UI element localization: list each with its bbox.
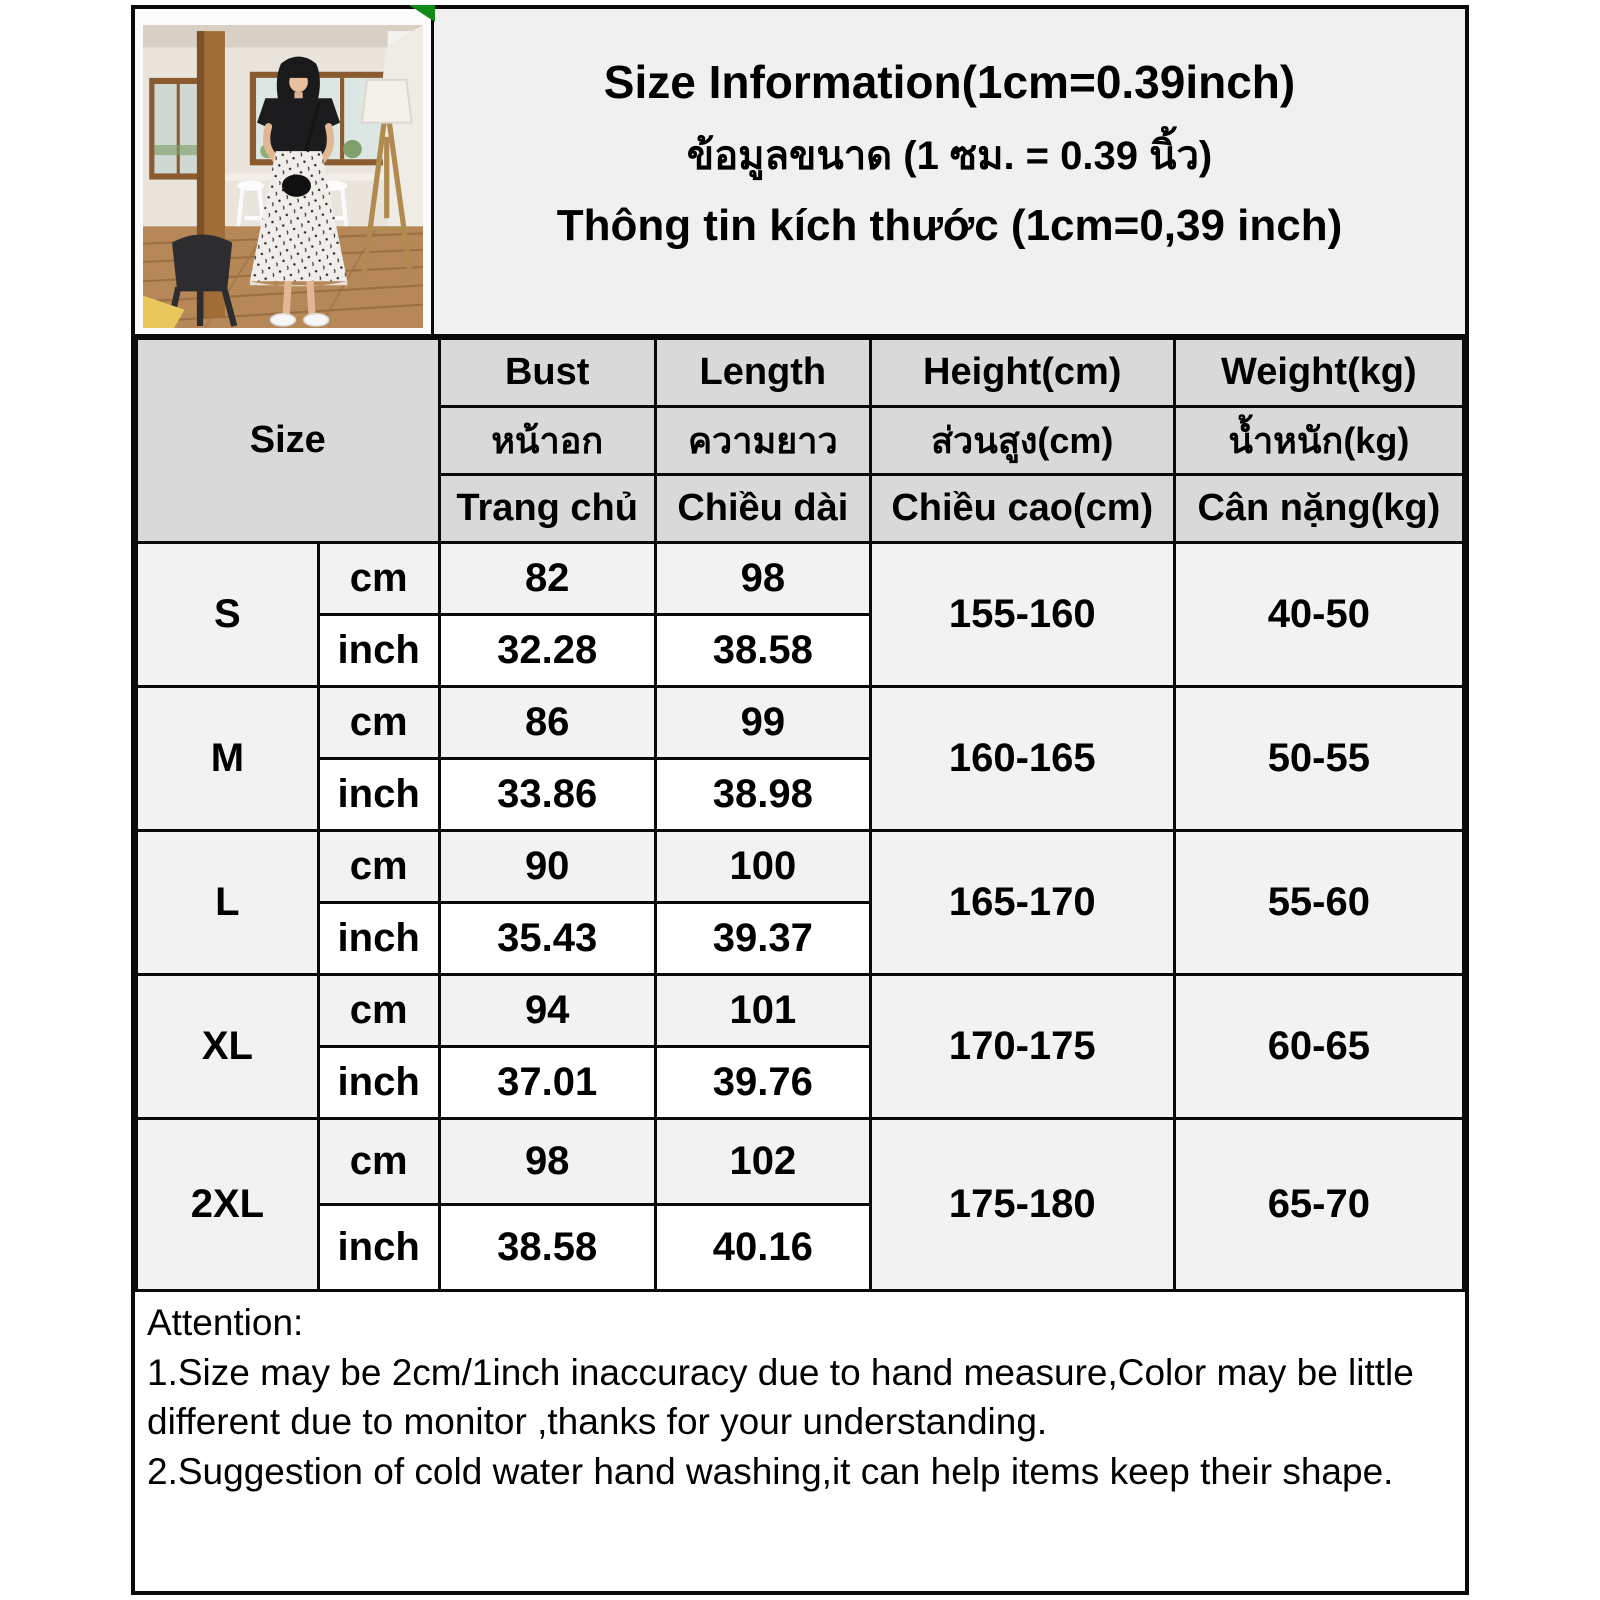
title-english: Size Information(1cm=0.39inch) [603,55,1296,108]
header-weight-en: Weight(kg) [1174,339,1463,407]
cell-m-weight: 50-55 [1174,687,1463,831]
unit-cm: cm [318,831,439,903]
cell-2xl-length-inch: 40.16 [655,1205,870,1291]
attention-notes [135,1292,1465,1496]
size-label-2xl: 2XL [137,1119,319,1291]
cell-m-bust-inch: 33.86 [439,759,655,831]
header-height-vi: Chiều cao(cm) [870,475,1174,543]
cell-2xl-height: 175-180 [870,1119,1174,1291]
cell-m-length-cm: 99 [655,687,870,759]
cell-s-weight: 40-50 [1174,543,1463,687]
cell-m-height: 160-165 [870,687,1174,831]
title-vietnamese: Thông tin kích thước (1cm=0,39 inch) [556,200,1343,250]
unit-cm: cm [318,687,439,759]
cell-s-bust-cm: 82 [439,543,655,615]
size-label-m: M [137,687,319,831]
cell-xl-length-cm: 101 [655,975,870,1047]
cell-xl-bust-cm: 94 [439,975,655,1047]
header-weight-th: น้ำหนัก(kg) [1174,407,1463,475]
cell-s-length-cm: 98 [655,543,870,615]
cell-l-height: 165-170 [870,831,1174,975]
cell-2xl-bust-cm: 98 [439,1119,655,1205]
cell-2xl-bust-inch: 38.58 [439,1205,655,1291]
header-length-en: Length [655,339,870,407]
cell-2xl-weight: 65-70 [1174,1119,1463,1291]
cell-s-bust-inch: 32.28 [439,615,655,687]
cell-l-length-inch: 39.37 [655,903,870,975]
size-chart-panel [131,5,1469,1595]
green-corner-ribbon [409,5,435,22]
attention-note-2: 2.Suggestion of cold water hand washing,it can help items keep their shape. [147,1450,1394,1492]
cell-2xl-length-cm: 102 [655,1119,870,1205]
header-height-th: ส่วนสูง(cm) [870,407,1174,475]
unit-inch: inch [318,759,439,831]
cell-m-length-inch: 38.98 [655,759,870,831]
cell-xl-weight: 60-65 [1174,975,1463,1119]
top-section [135,9,1465,337]
unit-cm: cm [318,975,439,1047]
header-bust-th: หน้าอก [439,407,655,475]
header-weight-vi: Cân nặng(kg) [1174,475,1463,543]
unit-inch: inch [318,1047,439,1119]
unit-cm: cm [318,543,439,615]
title-thai: ข้อมูลขนาด (1 ซม. = 0.39 นิ้ว) [686,133,1213,178]
cell-m-bust-cm: 86 [439,687,655,759]
size-label-xl: XL [137,975,319,1119]
cell-l-weight: 55-60 [1174,831,1463,975]
size-table [135,337,1465,1292]
cell-xl-height: 170-175 [870,975,1174,1119]
size-label-l: L [137,831,319,975]
header-length-vi: Chiều dài [655,475,870,543]
title-block [434,9,1465,334]
header-bust-vi: Trang chủ [439,475,655,543]
attention-note-1-cont: different due to monitor ,thanks for your understanding. [147,1401,1048,1443]
cell-xl-bust-inch: 37.01 [439,1047,655,1119]
header-height-en: Height(cm) [870,339,1174,407]
header-bust-en: Bust [439,339,655,407]
cell-l-length-cm: 100 [655,831,870,903]
header-length-th: ความยาว [655,407,870,475]
unit-inch: inch [318,1205,439,1291]
unit-cm: cm [318,1119,439,1205]
size-label-s: S [137,543,319,687]
unit-inch: inch [318,615,439,687]
unit-inch: inch [318,903,439,975]
size-header-cell: Size [137,339,440,543]
attention-note-1: 1.Size may be 2cm/1inch inaccuracy due to hand measure,Color may be little [147,1351,1414,1393]
cell-s-length-inch: 38.58 [655,615,870,687]
cell-l-bust-cm: 90 [439,831,655,903]
product-photo [135,9,434,334]
cell-s-height: 155-160 [870,543,1174,687]
cell-xl-length-inch: 39.76 [655,1047,870,1119]
attention-heading: Attention: [147,1302,304,1343]
cell-l-bust-inch: 35.43 [439,903,655,975]
product-photo-illustration [143,25,423,328]
